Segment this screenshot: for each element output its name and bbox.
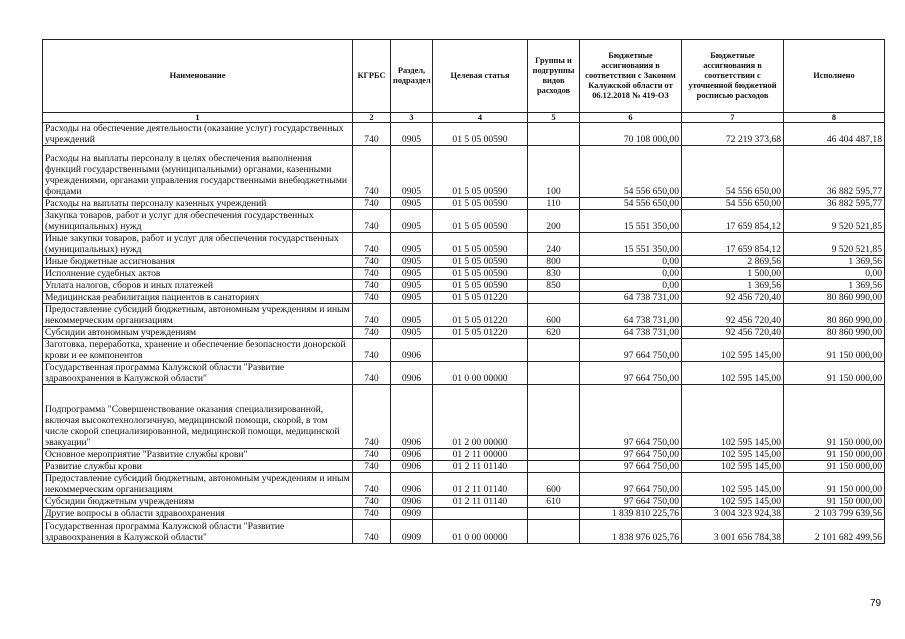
row-budget-law: 1 838 976 025,76 [580, 520, 682, 544]
header-row [43, 40, 885, 113]
table-row [43, 256, 885, 268]
row-name: Государственная программа Калужской области "Развитие здравоохранения в Калужской области" [43, 362, 353, 385]
table-row [43, 327, 885, 339]
row-kgrbs: 740 [353, 304, 391, 327]
row-kgrbs: 740 [353, 339, 391, 362]
header-section: Раздел, подраздел [391, 40, 433, 113]
row-target: 01 5 05 00590 [433, 268, 528, 280]
row-kgrbs: 740 [353, 496, 391, 508]
row-name: Расходы на выплаты персоналу казенных учреждений [43, 198, 353, 210]
row-kgrbs: 740 [353, 473, 391, 496]
table-row [43, 123, 885, 146]
row-budget-law: 97 664 750,00 [580, 385, 682, 449]
row-budget-refined: 102 595 145,00 [682, 339, 784, 362]
row-kgrbs: 740 [353, 461, 391, 473]
row-executed: 0,00 [784, 268, 885, 280]
column-number: 1 [43, 113, 353, 123]
row-section: 0905 [391, 210, 433, 233]
row-executed: 2 103 799 639,56 [784, 508, 885, 520]
row-name: Государственная программа Калужской области "Развитие здравоохранения в Калужской области" [43, 520, 353, 544]
row-budget-law: 64 738 731,00 [580, 327, 682, 339]
row-executed: 1 369,56 [784, 256, 885, 268]
column-number: 2 [353, 113, 391, 123]
row-name: Предоставление субсидий бюджетным, автономным учреждениям и иным некоммерческим организациям [43, 304, 353, 327]
table-row [43, 508, 885, 520]
row-target: 01 2 11 01140 [433, 461, 528, 473]
column-number: 3 [391, 113, 433, 123]
row-budget-law: 97 664 750,00 [580, 339, 682, 362]
row-kgrbs: 740 [353, 256, 391, 268]
row-group: 850 [528, 280, 580, 292]
row-target: 01 2 11 01140 [433, 473, 528, 496]
row-kgrbs: 740 [353, 449, 391, 461]
table-row [43, 339, 885, 362]
row-budget-law: 97 664 750,00 [580, 362, 682, 385]
row-name: Закупка товаров, работ и услуг для обеспечения государственных (муниципальных) нужд [43, 210, 353, 233]
row-target [433, 508, 528, 520]
row-section: 0906 [391, 461, 433, 473]
row-target: 01 5 05 00590 [433, 280, 528, 292]
row-section: 0905 [391, 123, 433, 146]
row-kgrbs: 740 [353, 520, 391, 544]
table-row [43, 146, 885, 198]
row-group: 600 [528, 473, 580, 496]
row-name: Исполнение судебных актов [43, 268, 353, 280]
table-row [43, 210, 885, 233]
header-kgrbs: КГРБС [353, 40, 391, 113]
row-budget-law: 97 664 750,00 [580, 461, 682, 473]
row-budget-refined: 17 659 854,12 [682, 210, 784, 233]
row-name: Субсидии автономным учреждениям [43, 327, 353, 339]
row-group: 240 [528, 233, 580, 256]
row-executed: 91 150 000,00 [784, 362, 885, 385]
row-budget-refined: 54 556 650,00 [682, 198, 784, 210]
row-budget-law: 97 664 750,00 [580, 449, 682, 461]
row-section: 0905 [391, 292, 433, 304]
row-executed: 80 860 990,00 [784, 304, 885, 327]
row-target [433, 339, 528, 362]
row-executed: 80 860 990,00 [784, 327, 885, 339]
column-number: 5 [528, 113, 580, 123]
row-budget-refined: 92 456 720,40 [682, 292, 784, 304]
row-target: 01 2 00 00000 [433, 385, 528, 449]
row-budget-law: 15 551 350,00 [580, 210, 682, 233]
table-row [43, 473, 885, 496]
row-section: 0905 [391, 280, 433, 292]
row-executed: 1 369,56 [784, 280, 885, 292]
row-executed: 91 150 000,00 [784, 461, 885, 473]
row-budget-refined: 3 001 656 784,38 [682, 520, 784, 544]
row-section: 0906 [391, 449, 433, 461]
row-section: 0905 [391, 146, 433, 198]
row-budget-refined: 72 219 373,68 [682, 123, 784, 146]
row-budget-refined: 102 595 145,00 [682, 461, 784, 473]
row-kgrbs: 740 [353, 280, 391, 292]
header-name: Наименование [43, 40, 353, 113]
row-budget-refined: 17 659 854,12 [682, 233, 784, 256]
row-kgrbs: 740 [353, 233, 391, 256]
row-name: Развитие службы крови [43, 461, 353, 473]
header-target: Целевая статья [433, 40, 528, 113]
row-section: 0906 [391, 362, 433, 385]
row-executed: 36 882 595,77 [784, 146, 885, 198]
row-name: Субсидии бюджетным учреждениям [43, 496, 353, 508]
row-group: 200 [528, 210, 580, 233]
row-budget-refined: 92 456 720,40 [682, 304, 784, 327]
row-target: 01 5 05 01220 [433, 327, 528, 339]
row-group [528, 449, 580, 461]
row-budget-refined: 102 595 145,00 [682, 449, 784, 461]
row-budget-law: 0,00 [580, 268, 682, 280]
column-number: 7 [682, 113, 784, 123]
table-row [43, 496, 885, 508]
table-row [43, 233, 885, 256]
row-budget-refined: 92 456 720,40 [682, 327, 784, 339]
table-row [43, 292, 885, 304]
row-name: Другие вопросы в области здравоохранения [43, 508, 353, 520]
row-budget-law: 64 738 731,00 [580, 292, 682, 304]
row-group: 100 [528, 146, 580, 198]
row-target: 01 5 05 01220 [433, 292, 528, 304]
table-row [43, 268, 885, 280]
row-budget-law: 97 664 750,00 [580, 496, 682, 508]
row-section: 0906 [391, 473, 433, 496]
row-executed: 2 101 682 499,56 [784, 520, 885, 544]
row-budget-law: 0,00 [580, 280, 682, 292]
budget-table [42, 39, 885, 544]
row-budget-law: 64 738 731,00 [580, 304, 682, 327]
row-target: 01 5 05 01220 [433, 304, 528, 327]
header-groups: Группы и подгруппы видов расходов [528, 40, 580, 113]
column-number: 6 [580, 113, 682, 123]
row-target: 01 2 11 01140 [433, 496, 528, 508]
table-row [43, 385, 885, 449]
row-section: 0906 [391, 385, 433, 449]
row-group [528, 520, 580, 544]
page-number: 79 [870, 598, 882, 609]
row-executed: 80 860 990,00 [784, 292, 885, 304]
row-section: 0906 [391, 339, 433, 362]
row-kgrbs: 740 [353, 268, 391, 280]
row-group [528, 123, 580, 146]
row-budget-refined: 102 595 145,00 [682, 362, 784, 385]
row-group: 800 [528, 256, 580, 268]
row-budget-refined: 1 369,56 [682, 280, 784, 292]
header-executed: Исполнено [784, 40, 885, 113]
row-budget-law: 54 556 650,00 [580, 146, 682, 198]
row-budget-law: 54 556 650,00 [580, 198, 682, 210]
row-budget-law: 70 108 000,00 [580, 123, 682, 146]
row-kgrbs: 740 [353, 210, 391, 233]
row-executed: 91 150 000,00 [784, 339, 885, 362]
table-row [43, 520, 885, 544]
table-row [43, 280, 885, 292]
row-section: 0905 [391, 304, 433, 327]
row-name: Иные бюджетные ассигнования [43, 256, 353, 268]
table-row [43, 362, 885, 385]
row-kgrbs: 740 [353, 362, 391, 385]
row-budget-refined: 1 500,00 [682, 268, 784, 280]
row-budget-refined: 102 595 145,00 [682, 496, 784, 508]
row-group [528, 461, 580, 473]
row-name: Медицинская реабилитация пациентов в санаториях [43, 292, 353, 304]
table-row [43, 461, 885, 473]
column-number: 8 [784, 113, 885, 123]
row-name: Иные закупки товаров, работ и услуг для обеспечения государственных (муниципальных) нужд [43, 233, 353, 256]
row-budget-refined: 102 595 145,00 [682, 473, 784, 496]
row-kgrbs: 740 [353, 146, 391, 198]
column-number-row [43, 113, 885, 123]
row-group [528, 292, 580, 304]
header-budget-refined: Бюджетные ассигнования в соответствии с уточненной бюджетной росписью расходов [682, 40, 784, 113]
row-budget-law: 0,00 [580, 256, 682, 268]
row-kgrbs: 740 [353, 327, 391, 339]
row-target: 01 5 05 00590 [433, 198, 528, 210]
row-section: 0909 [391, 508, 433, 520]
row-group: 610 [528, 496, 580, 508]
row-budget-law: 97 664 750,00 [580, 473, 682, 496]
table-row [43, 304, 885, 327]
row-name: Уплата налогов, сборов и иных платежей [43, 280, 353, 292]
header-budget-law: Бюджетные ассигнования в соответствии с Законом Калужской области от 06.12.2018 № 419-ОЗ [580, 40, 682, 113]
row-section: 0906 [391, 496, 433, 508]
row-executed: 91 150 000,00 [784, 385, 885, 449]
table-row [43, 449, 885, 461]
row-target: 01 5 05 00590 [433, 256, 528, 268]
table-row [43, 198, 885, 210]
column-number: 4 [433, 113, 528, 123]
row-kgrbs: 740 [353, 198, 391, 210]
row-name: Расходы на обеспечение деятельности (оказание услуг) государственных учреждений [43, 123, 353, 146]
row-section: 0905 [391, 233, 433, 256]
row-executed: 9 520 521,85 [784, 210, 885, 233]
row-name: Расходы на выплаты персоналу в целях обеспечения выполнения функций государственными (муниципальными) органами, казенными учреждениями, органами управления государственными внебюджетными фондами [43, 146, 353, 198]
row-executed: 91 150 000,00 [784, 473, 885, 496]
row-section: 0905 [391, 256, 433, 268]
row-budget-refined: 2 869,56 [682, 256, 784, 268]
row-group: 110 [528, 198, 580, 210]
row-group [528, 339, 580, 362]
row-target: 01 0 00 00000 [433, 362, 528, 385]
row-executed: 91 150 000,00 [784, 449, 885, 461]
row-group: 830 [528, 268, 580, 280]
row-kgrbs: 740 [353, 292, 391, 304]
row-group [528, 385, 580, 449]
row-executed: 46 404 487,18 [784, 123, 885, 146]
row-group: 620 [528, 327, 580, 339]
row-executed: 91 150 000,00 [784, 496, 885, 508]
row-budget-refined: 102 595 145,00 [682, 385, 784, 449]
row-group [528, 362, 580, 385]
row-executed: 36 882 595,77 [784, 198, 885, 210]
row-target: 01 5 05 00590 [433, 123, 528, 146]
row-target: 01 0 00 00000 [433, 520, 528, 544]
row-budget-law: 1 839 810 225,76 [580, 508, 682, 520]
row-kgrbs: 740 [353, 508, 391, 520]
row-name: Подпрограмма "Совершенствование оказания специализированной, включая высокотехнологичную, медицинской помощи, скорой, в том числе скорой специализированной, медицинской помощи, медицинской эвакуации" [43, 385, 353, 449]
row-target: 01 5 05 00590 [433, 210, 528, 233]
row-target: 01 5 05 00590 [433, 146, 528, 198]
row-kgrbs: 740 [353, 123, 391, 146]
row-budget-law: 15 551 350,00 [580, 233, 682, 256]
row-budget-refined: 3 004 323 924,38 [682, 508, 784, 520]
row-group [528, 508, 580, 520]
row-section: 0905 [391, 327, 433, 339]
table-body [43, 123, 885, 544]
row-name: Заготовка, переработка, хранение и обеспечение безопасности донорской крови и ее компонентов [43, 339, 353, 362]
row-section: 0905 [391, 268, 433, 280]
row-target: 01 5 05 00590 [433, 233, 528, 256]
row-name: Основное мероприятие "Развитие службы крови" [43, 449, 353, 461]
row-name: Предоставление субсидий бюджетным, автономным учреждениям и иным некоммерческим организациям [43, 473, 353, 496]
row-section: 0905 [391, 198, 433, 210]
row-target: 01 2 11 00000 [433, 449, 528, 461]
row-executed: 9 520 521,85 [784, 233, 885, 256]
row-budget-refined: 54 556 650,00 [682, 146, 784, 198]
row-group: 600 [528, 304, 580, 327]
row-section: 0909 [391, 520, 433, 544]
row-kgrbs: 740 [353, 385, 391, 449]
